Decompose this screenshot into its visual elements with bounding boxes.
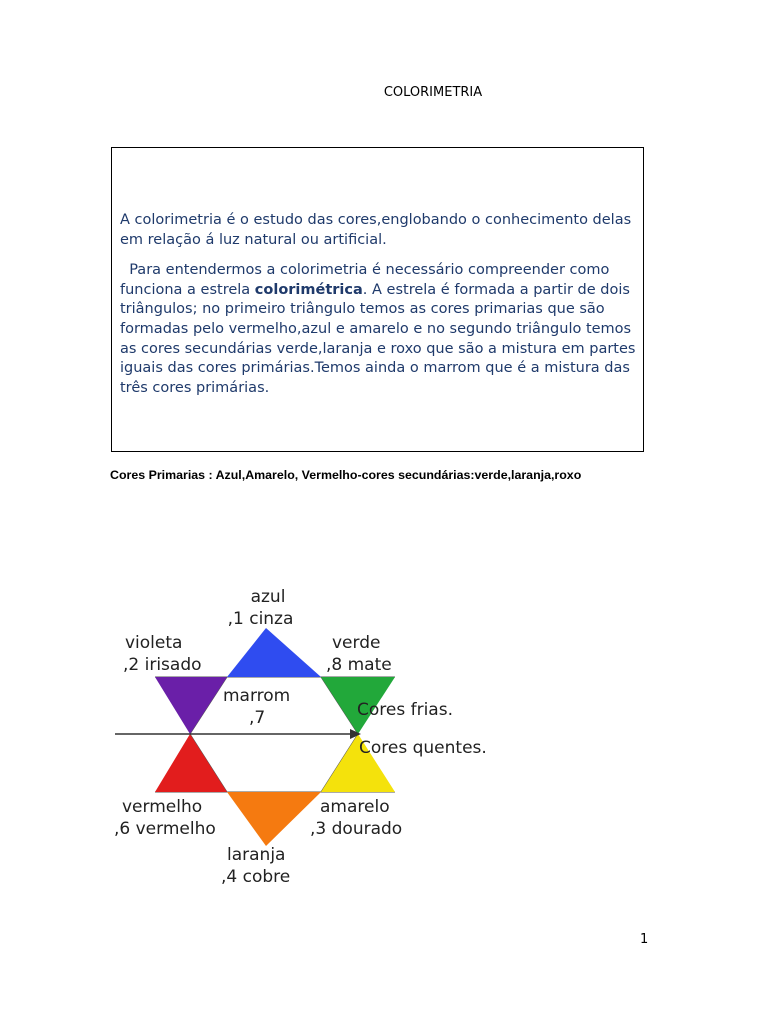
triangle-violeta — [155, 677, 227, 734]
intro-text-box — [111, 147, 644, 452]
primary-secondary-summary: Cores Primarias : Azul,Amarelo, Vermelho-cores secundárias:verde,laranja,roxo — [110, 468, 582, 482]
triangle-laranja — [227, 792, 321, 846]
page-number: 1 — [640, 932, 649, 947]
paragraph-definition: A colorimetria é o estudo das cores,englobando o conhecimento delas em relação á luz natural ou artificial. — [120, 212, 632, 248]
bold-term: colorimétrica — [254, 281, 363, 298]
label-amarelo: amarelo ,3 dourado — [310, 797, 403, 839]
label-violeta: violeta ,2 irisado — [123, 633, 202, 675]
paragraph-star-explanation — [120, 261, 636, 398]
label-laranja: laranja ,4 cobre — [221, 845, 291, 887]
label-cores-quentes: Cores quentes. — [359, 738, 487, 758]
paragraph-text: Para entendermos a colorimetria é necessário compreender como funciona a estrela — [120, 262, 614, 298]
color-star-diagram — [105, 578, 505, 893]
paragraph-text: . A estrela é formada a partir de dois triângulos; no primeiro triângulo temos as cores primarias que são formadas pelo vermelho,azul e amarelo e no segundo triângulo temos as cores secundárias verde,laranja e roxo que são a mistura em partes iguais das cores primárias.Temos ainda o marrom que é a mistura das três cores primárias. — [120, 281, 636, 396]
page-title: COLORIMETRIA — [383, 85, 483, 100]
label-azul: azul ,1 cinza — [227, 587, 294, 629]
triangle-vermelho — [155, 734, 227, 792]
label-vermelho: vermelho ,6 vermelho — [114, 797, 216, 839]
label-marrom: marrom ,7 — [223, 686, 291, 728]
color-star-svg — [105, 578, 505, 893]
label-cores-frias: Cores frias. — [357, 700, 453, 720]
triangle-azul — [227, 628, 321, 677]
label-verde: verde ,8 mate — [326, 633, 392, 675]
